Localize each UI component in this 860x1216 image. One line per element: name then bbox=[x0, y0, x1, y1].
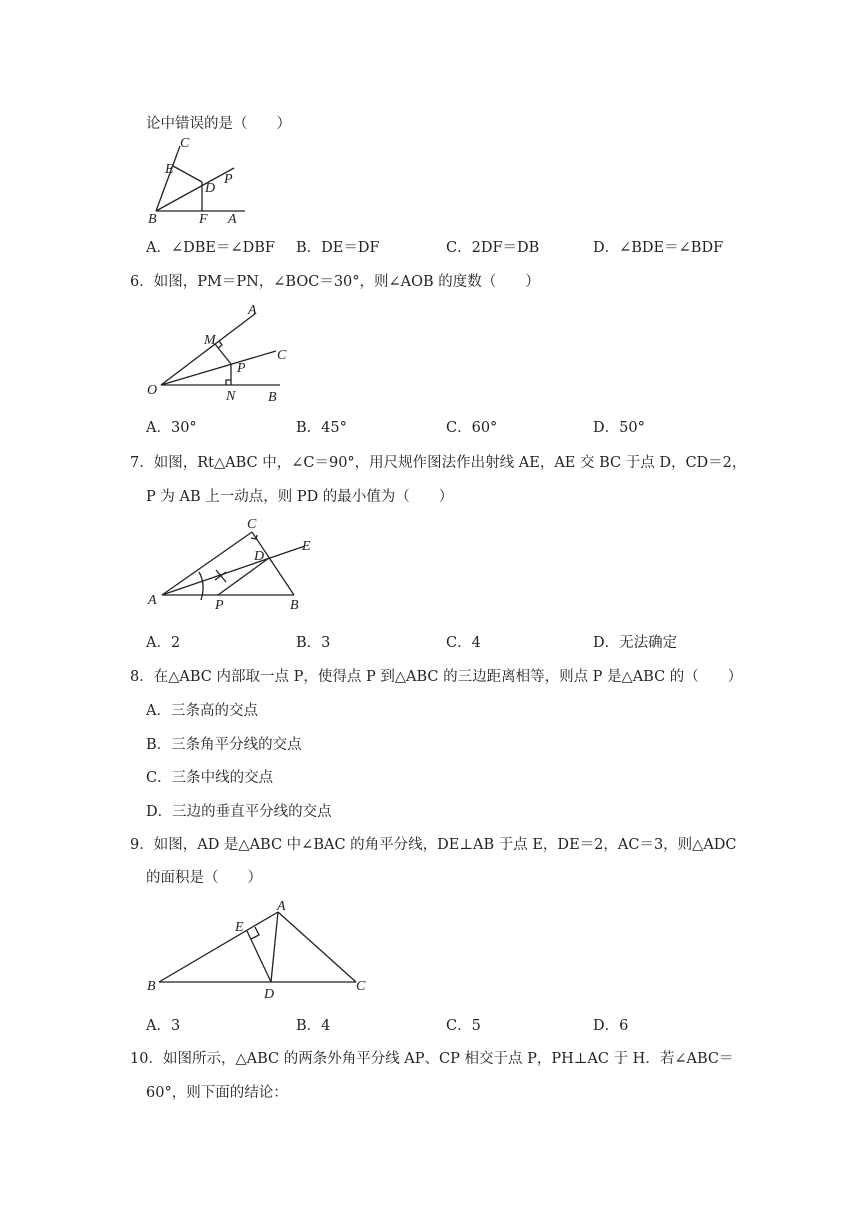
q9-side-ba bbox=[159, 912, 278, 982]
q7-label-a: A bbox=[148, 593, 157, 608]
q6-option-a: A．30° bbox=[146, 420, 197, 436]
q8-option-b: B．三条角平分线的交点 bbox=[146, 737, 302, 753]
q9-label-a: A bbox=[277, 899, 286, 914]
q9-seg-ed bbox=[247, 931, 271, 982]
q7-label-c: C bbox=[247, 517, 257, 532]
q6-stem: 6．如图，PM＝PN，∠BOC＝30°，则∠AOB 的度数（ ） bbox=[130, 274, 540, 290]
q7-construction-arc bbox=[199, 572, 203, 600]
q6-option-c: C．60° bbox=[446, 420, 498, 436]
q5-label-p: P bbox=[224, 172, 233, 187]
q7-side-ac bbox=[162, 532, 252, 595]
q7-label-d: D bbox=[254, 549, 265, 564]
q9-stem-line2: 的面积是（ ） bbox=[146, 870, 262, 886]
q7-label-b: B bbox=[290, 598, 299, 613]
q5-option-b: B．DE＝DF bbox=[296, 240, 380, 256]
q6-label-o: O bbox=[147, 383, 158, 398]
q5-label-c: C bbox=[180, 136, 190, 151]
q6-option-b: B．45° bbox=[296, 420, 347, 436]
q9-option-b: B．4 bbox=[296, 1018, 331, 1034]
q7-option-d: D．无法确定 bbox=[593, 635, 678, 651]
q5-label-f: F bbox=[199, 212, 208, 226]
q6-right-angle-n bbox=[226, 380, 231, 385]
q8-stem: 8．在△ABC 内部取一点 P，使得点 P 到△ABC 的三边距离相等，则点 P 是△ABC 的（ ） bbox=[130, 669, 743, 685]
q8-option-a: A．三条高的交点 bbox=[146, 703, 258, 719]
q9-option-a: A．3 bbox=[146, 1018, 181, 1034]
q7-option-b: B．3 bbox=[296, 635, 331, 651]
q5-label-d: D bbox=[205, 181, 216, 196]
q10-stem-line1: 10．如图所示，△ABC 的两条外角平分线 AP、CP 相交于点 P，PH⊥AC 于 H．若∠ABC＝ bbox=[130, 1051, 734, 1067]
q9-right-angle-e bbox=[251, 927, 259, 939]
q5-label-a: A bbox=[228, 212, 237, 226]
q6-label-p: P bbox=[237, 361, 246, 376]
q5-figure bbox=[140, 134, 260, 226]
q9-figure bbox=[140, 894, 380, 1004]
q9-seg-ad bbox=[271, 912, 278, 982]
q5-option-c: C．2DF＝DB bbox=[446, 240, 540, 256]
q7-ray-ae bbox=[162, 546, 305, 595]
q9-option-c: C．5 bbox=[446, 1018, 481, 1034]
q8-option-c: C．三条中线的交点 bbox=[146, 770, 274, 786]
q6-label-m: M bbox=[204, 333, 216, 348]
q7-stem-line2: P 为 AB 上一动点，则 PD 的最小值为（ ） bbox=[146, 489, 454, 505]
q9-option-d: D．6 bbox=[593, 1018, 629, 1034]
q6-label-a: A bbox=[248, 303, 257, 318]
q5-label-b: B bbox=[148, 212, 157, 226]
q6-label-b: B bbox=[268, 390, 277, 405]
q9-side-ac bbox=[278, 912, 356, 982]
q8-option-d: D．三边的垂直平分线的交点 bbox=[146, 804, 332, 820]
q6-option-d: D．50° bbox=[593, 420, 645, 436]
q6-label-c: C bbox=[277, 348, 287, 363]
q6-figure bbox=[140, 298, 300, 406]
q10-stem-line2: 60°，则下面的结论： bbox=[146, 1085, 288, 1101]
q7-option-c: C．4 bbox=[446, 635, 481, 651]
q5-option-d: D．∠BDE＝∠BDF bbox=[593, 240, 724, 256]
q5-ray-bc bbox=[156, 146, 180, 211]
q9-label-e: E bbox=[235, 920, 244, 935]
q6-ray-oc bbox=[161, 351, 276, 385]
q5-label-e: E bbox=[165, 162, 174, 177]
q7-figure bbox=[140, 512, 330, 614]
q6-seg-mp bbox=[215, 344, 231, 364]
q5-stem-tail: 论中错误的是（ ） bbox=[146, 116, 291, 132]
q7-label-e: E bbox=[302, 539, 311, 554]
q9-label-b: B bbox=[147, 979, 156, 994]
q7-stem-line1: 7．如图，Rt△ABC 中，∠C＝90°，用尺规作图法作出射线 AE，AE 交 BC 于点 D，CD＝2， bbox=[130, 455, 747, 471]
q5-seg-ed bbox=[173, 166, 202, 182]
q7-label-p: P bbox=[215, 598, 224, 613]
q9-stem-line1: 9．如图，AD 是△ABC 中∠BAC 的角平分线，DE⊥AB 于点 E，DE＝2，AC＝3，则△ADC bbox=[130, 837, 737, 853]
q9-label-d: D bbox=[264, 987, 275, 1002]
q7-option-a: A．2 bbox=[146, 635, 181, 651]
q6-label-n: N bbox=[226, 389, 236, 404]
q9-label-c: C bbox=[356, 979, 366, 994]
q5-option-a: A．∠DBE＝∠DBF bbox=[146, 240, 275, 256]
